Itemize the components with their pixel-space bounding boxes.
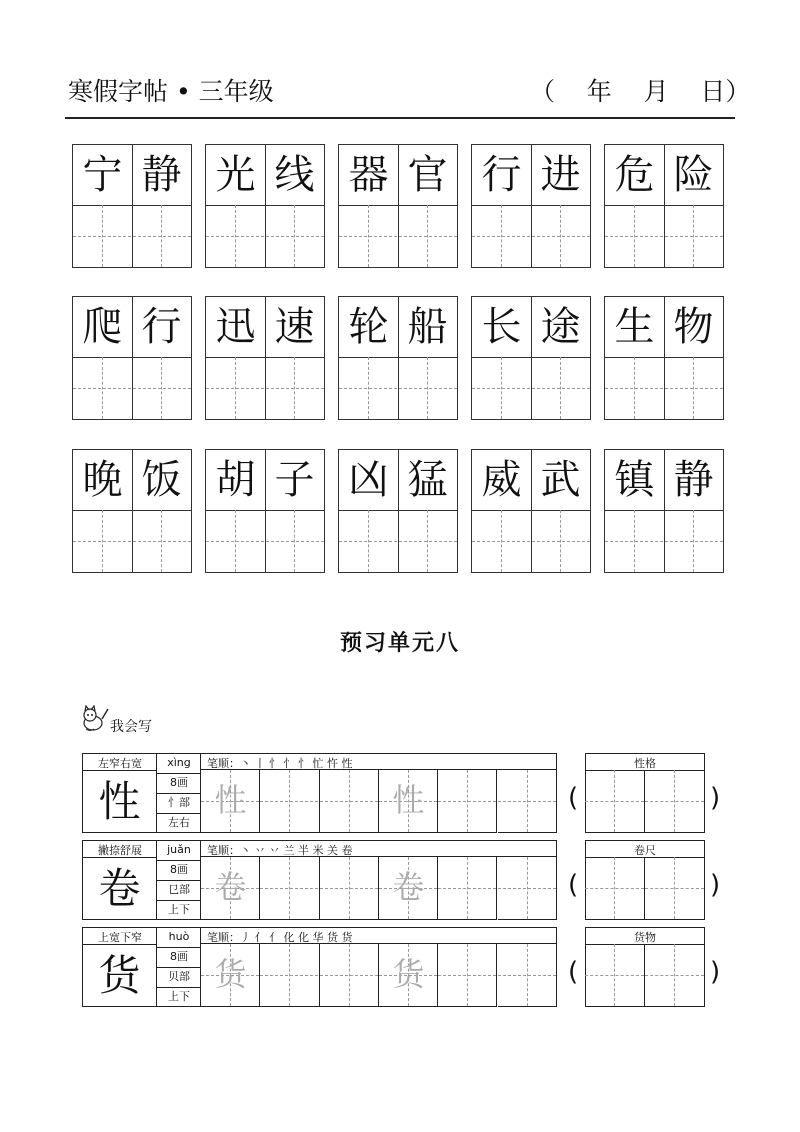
open-paren: ( [568,957,579,987]
practice-cell[interactable] [265,357,324,417]
practice-cell[interactable] [472,205,531,265]
radical-label: 贝部 [168,970,190,983]
stroke-order: 笔顺：丶 丷 丷 兰 半 米 关 卷 [207,844,353,857]
model-character: 危 [614,152,655,198]
practice-cell[interactable] [73,205,132,265]
word-box [72,144,192,268]
structure-label: 左右 [168,816,190,829]
practice-cell[interactable] [132,205,191,265]
model-character: 宁 [82,152,123,198]
word-box [604,449,724,573]
practice-cell[interactable] [339,205,398,265]
structure-mnemonic: 撇捺舒展 [98,844,142,857]
model-character: 生 [614,304,655,350]
model-character: 镇 [614,457,655,503]
practice-cell[interactable] [132,357,191,417]
open-paren: ( [568,783,579,813]
structure-label: 上下 [168,990,190,1003]
practice-cell[interactable] [438,770,497,833]
word-box [205,449,325,573]
word-box [338,449,458,573]
model-character: 静 [141,152,182,198]
practice-cell[interactable] [379,770,438,833]
practice-cell[interactable] [379,944,438,1007]
model-character: 轮 [348,304,389,350]
stroke-order: 笔顺：丿 亻 亻 化 化 华 货 货 [207,931,353,944]
stroke-count: 8画 [170,863,188,876]
practice-cell[interactable] [664,357,723,417]
divider [82,857,157,858]
practice-cell[interactable] [260,770,319,833]
practice-cell[interactable] [265,205,324,265]
practice-cell[interactable] [320,944,379,1007]
model-character: 行 [141,304,182,350]
trace-character: 货 [392,955,425,993]
vocab-practice-cell[interactable] [645,944,705,1007]
divider [157,860,201,861]
trace-character: 性 [214,781,247,819]
divider [157,813,201,814]
vocab-practice-cell[interactable] [585,857,645,920]
trace-character: 货 [214,955,247,993]
divider [157,987,201,988]
open-paren: ( [568,870,579,900]
divider [157,880,201,881]
big-character: 货 [98,951,141,1000]
model-character: 胡 [215,457,256,503]
model-character: 线 [274,152,315,198]
model-character: 迅 [215,304,256,350]
practice-cell[interactable] [438,944,497,1007]
trace-character: 性 [392,781,425,819]
model-character: 猛 [407,457,448,503]
model-character: 行 [481,152,522,198]
word-box [471,449,591,573]
model-character: 物 [673,304,714,350]
vocab-practice-cell[interactable] [585,944,645,1007]
vocab-word: 卷尺 [634,844,656,857]
practice-cell[interactable] [664,510,723,570]
word-box [338,296,458,420]
word-box [72,296,192,420]
practice-cell[interactable] [265,510,324,570]
date-field: （ 年 月 日） [530,77,751,106]
vocab-practice-cell[interactable] [645,857,705,920]
cat-mascot-icon [80,705,110,733]
practice-cell[interactable] [531,205,590,265]
practice-cell[interactable] [438,857,497,920]
pinyin-label: xìng [167,756,191,769]
divider [157,900,201,901]
practice-cell[interactable] [201,944,260,1007]
practice-cell[interactable] [472,357,531,417]
practice-cell[interactable] [132,510,191,570]
divider [82,944,157,945]
word-box [604,144,724,268]
word-box [471,296,591,420]
structure-label: 上下 [168,903,190,916]
model-character: 武 [540,457,581,503]
big-character: 卷 [98,864,141,913]
model-character: 进 [540,152,581,198]
section-title: 预习单元八 [339,630,460,656]
divider [157,947,201,948]
divider [157,773,201,774]
stroke-count: 8画 [170,950,188,963]
practice-cell[interactable] [339,357,398,417]
structure-mnemonic: 上宽下窄 [98,931,142,944]
practice-cell[interactable] [498,857,557,920]
practice-cell[interactable] [664,205,723,265]
word-box [205,296,325,420]
model-character: 途 [540,304,581,350]
stroke-order: 笔顺：丶 丨 忄 忄 忄 忙 忤 性 [207,757,353,770]
stroke-count: 8画 [170,776,188,789]
practice-cell[interactable] [605,357,664,417]
section-subtitle: 我会写 [110,719,152,735]
word-box [205,144,325,268]
vocab-practice-cell[interactable] [585,770,645,833]
practice-cell[interactable] [320,857,379,920]
model-character: 船 [407,304,448,350]
practice-cell[interactable] [531,357,590,417]
word-box [471,144,591,268]
close-paren: ) [710,870,721,900]
model-character: 官 [407,152,448,198]
close-paren: ) [710,783,721,813]
model-character: 凶 [348,457,389,503]
pinyin-label: huò [168,930,190,943]
practice-cell[interactable] [398,357,457,417]
model-character: 长 [481,304,522,350]
practice-cell[interactable] [398,510,457,570]
vocab-word: 货物 [634,931,656,944]
word-box [604,296,724,420]
header-divider [65,117,735,119]
practice-cell[interactable] [472,510,531,570]
radical-label: 忄部 [168,796,190,809]
practice-cell[interactable] [605,205,664,265]
practice-cell[interactable] [206,357,265,417]
practice-cell[interactable] [339,510,398,570]
word-box [72,449,192,573]
model-character: 静 [673,457,714,503]
practice-cell[interactable] [605,510,664,570]
divider [157,967,201,968]
trace-character: 卷 [392,868,425,906]
structure-mnemonic: 左窄右宽 [98,757,142,770]
pinyin-label: juǎn [167,843,191,856]
model-character: 爬 [82,304,123,350]
practice-cell[interactable] [320,770,379,833]
radical-label: 㔾部 [168,883,190,896]
practice-cell[interactable] [206,510,265,570]
word-box [338,144,458,268]
practice-cell[interactable] [206,205,265,265]
practice-cell[interactable] [260,857,319,920]
practice-cell[interactable] [531,510,590,570]
vocab-practice-cell[interactable] [645,770,705,833]
practice-cell[interactable] [73,510,132,570]
model-character: 速 [274,304,315,350]
model-character: 子 [274,457,315,503]
trace-character: 卷 [214,868,247,906]
practice-cell[interactable] [201,770,260,833]
divider [157,793,201,794]
worksheet-title: 寒假字帖 • 三年级 [68,77,274,106]
model-character: 险 [673,152,714,198]
model-character: 光 [215,152,256,198]
close-paren: ) [710,957,721,987]
model-character: 饭 [141,457,182,503]
big-character: 性 [98,777,141,826]
practice-cell[interactable] [73,357,132,417]
model-character: 威 [481,457,522,503]
practice-cell[interactable] [201,857,260,920]
practice-cell[interactable] [379,857,438,920]
model-character: 器 [348,152,389,198]
practice-cell[interactable] [498,770,557,833]
practice-cell[interactable] [398,205,457,265]
model-character: 晚 [82,457,123,503]
divider [82,770,157,771]
practice-cell[interactable] [260,944,319,1007]
practice-cell[interactable] [498,944,557,1007]
vocab-word: 性格 [634,757,656,770]
